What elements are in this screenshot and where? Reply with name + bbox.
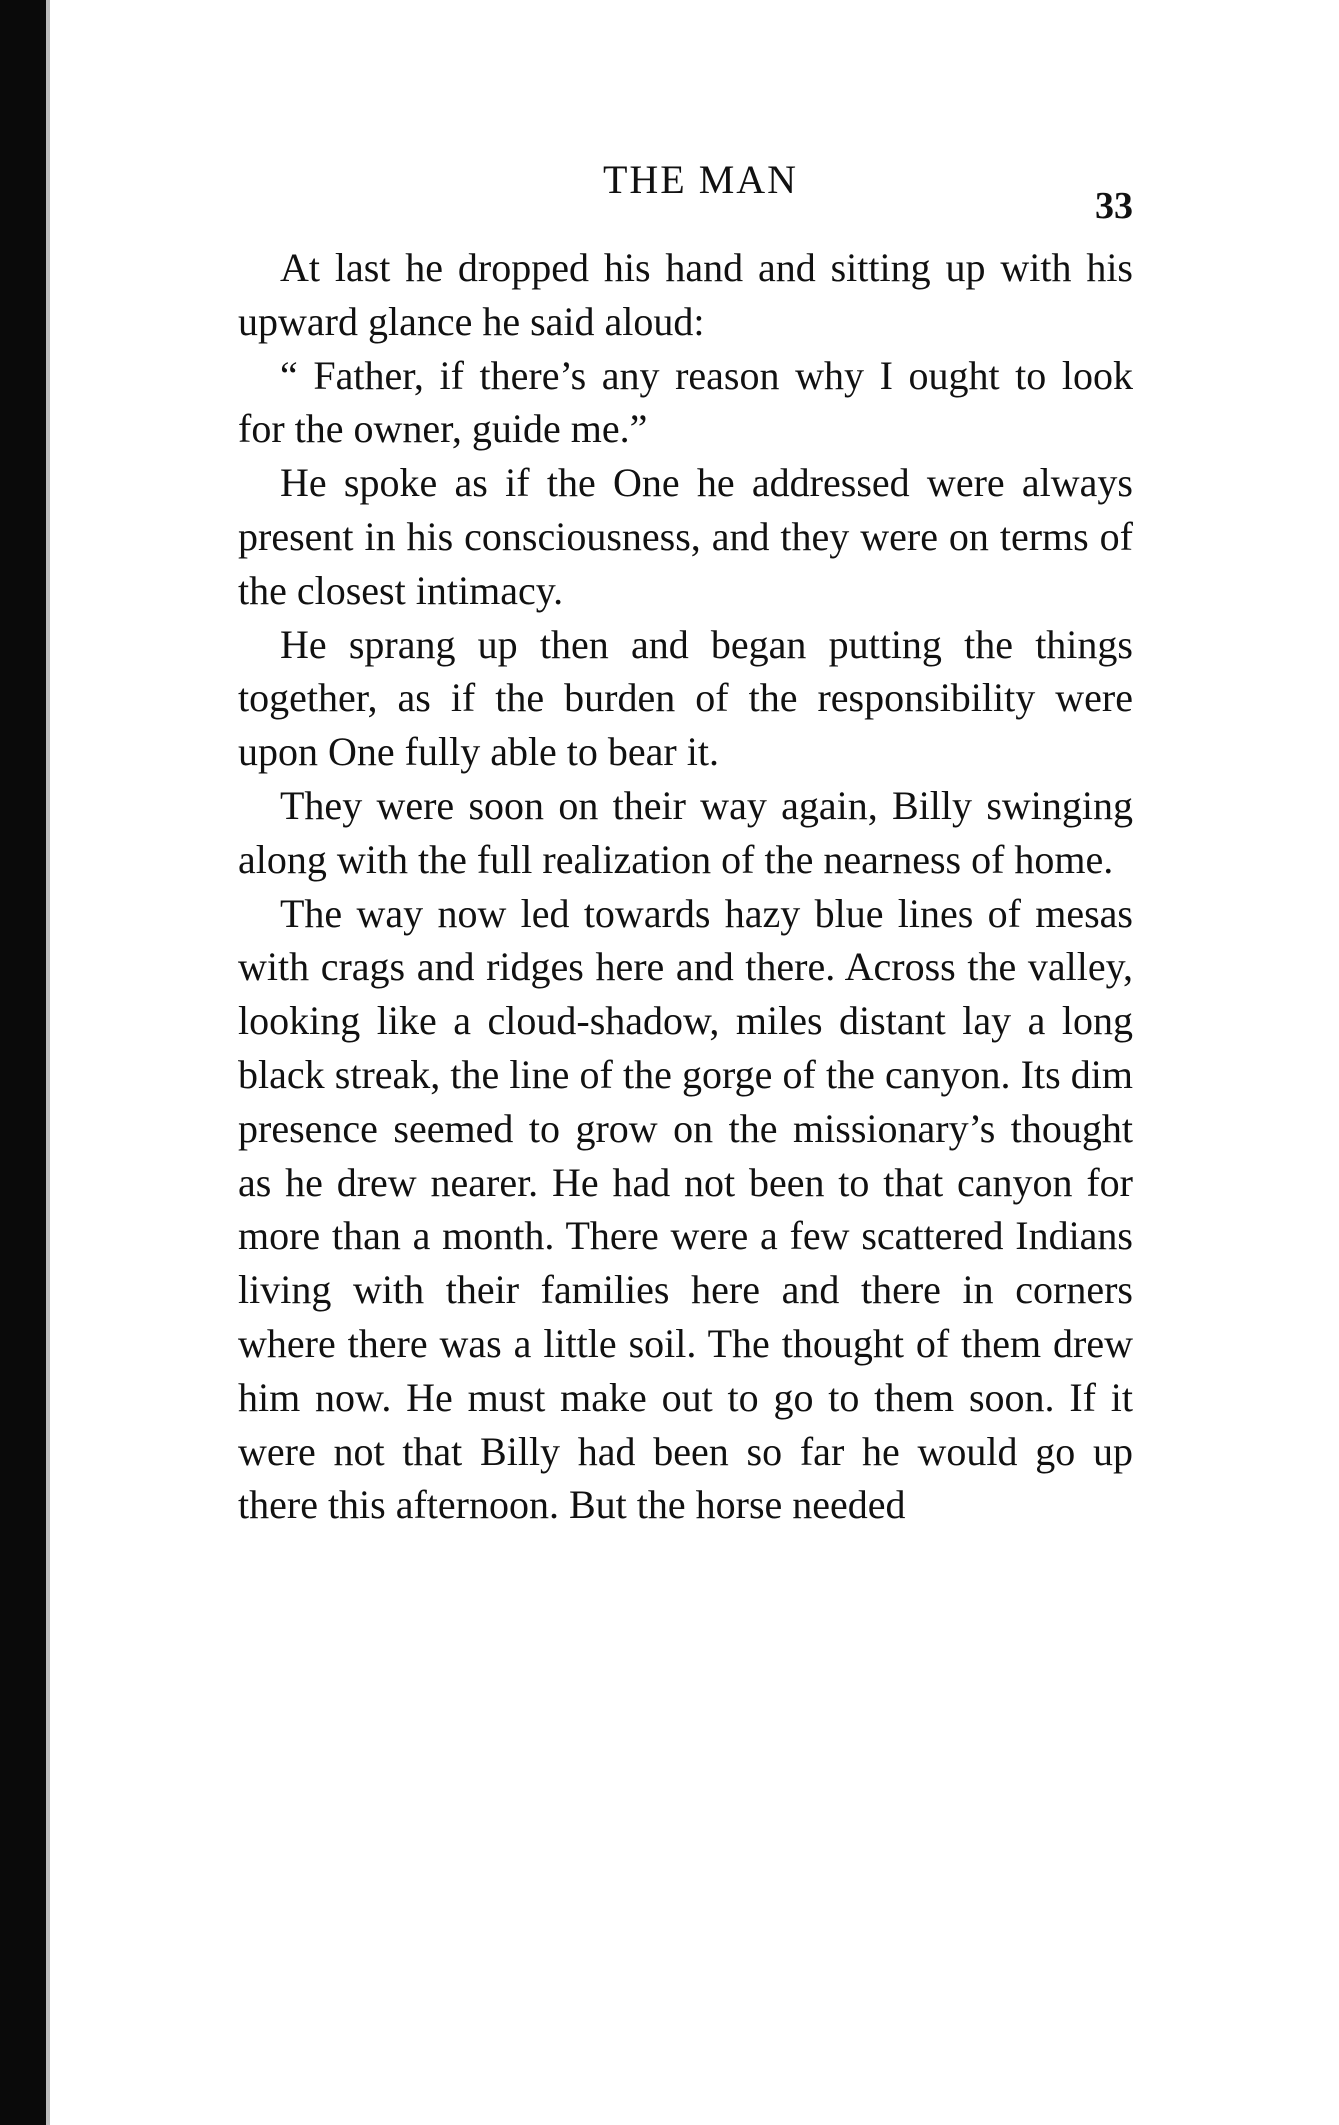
running-title: THE MAN — [602, 157, 799, 202]
paragraph-3: He spoke as if the One he addressed were always present in his consciousness, and they were on terms of the closest intimacy. — [238, 460, 1133, 613]
body-text — [238, 241, 1133, 1532]
paragraph-1: At last he dropped his hand and sitting up with his upward glance he said aloud: — [238, 245, 1133, 344]
scan-binding-edge — [0, 0, 46, 2125]
page-number: 33 — [1095, 185, 1133, 227]
scan-edge-shadow — [46, 0, 50, 2125]
paragraph-2: “ Father, if there’s any reason why I ought to look for the owner, guide me.” — [238, 352, 1133, 452]
paragraph-4: He sprang up then and began putting the things together, as if the burden of the responsibility were upon One fully able to bear it. — [238, 621, 1133, 775]
book-page — [238, 156, 1133, 1532]
paragraph-5: They were soon on their way again, Billy swinging along with the full realization of the nearness of home. — [238, 782, 1133, 882]
running-head — [238, 156, 1133, 228]
paragraph-6: The way now led towards hazy blue lines of mesas with crags and ridges here and there. Across the valley, looking like a cloud-shadow, miles distant lay a long black streak, the line of the gorge of the canyon. Its dim presence seemed to grow on the missionary’s thought as he drew nearer. He had not been to that canyon for more than a month. There were a few scattered Indians living with their families here and there in corners where there was a little soil. The thought of them drew him now. He must make out to go to them soon. If it were not that Billy had been so far he would go up there this afternoon. But the horse needed — [238, 890, 1133, 1528]
